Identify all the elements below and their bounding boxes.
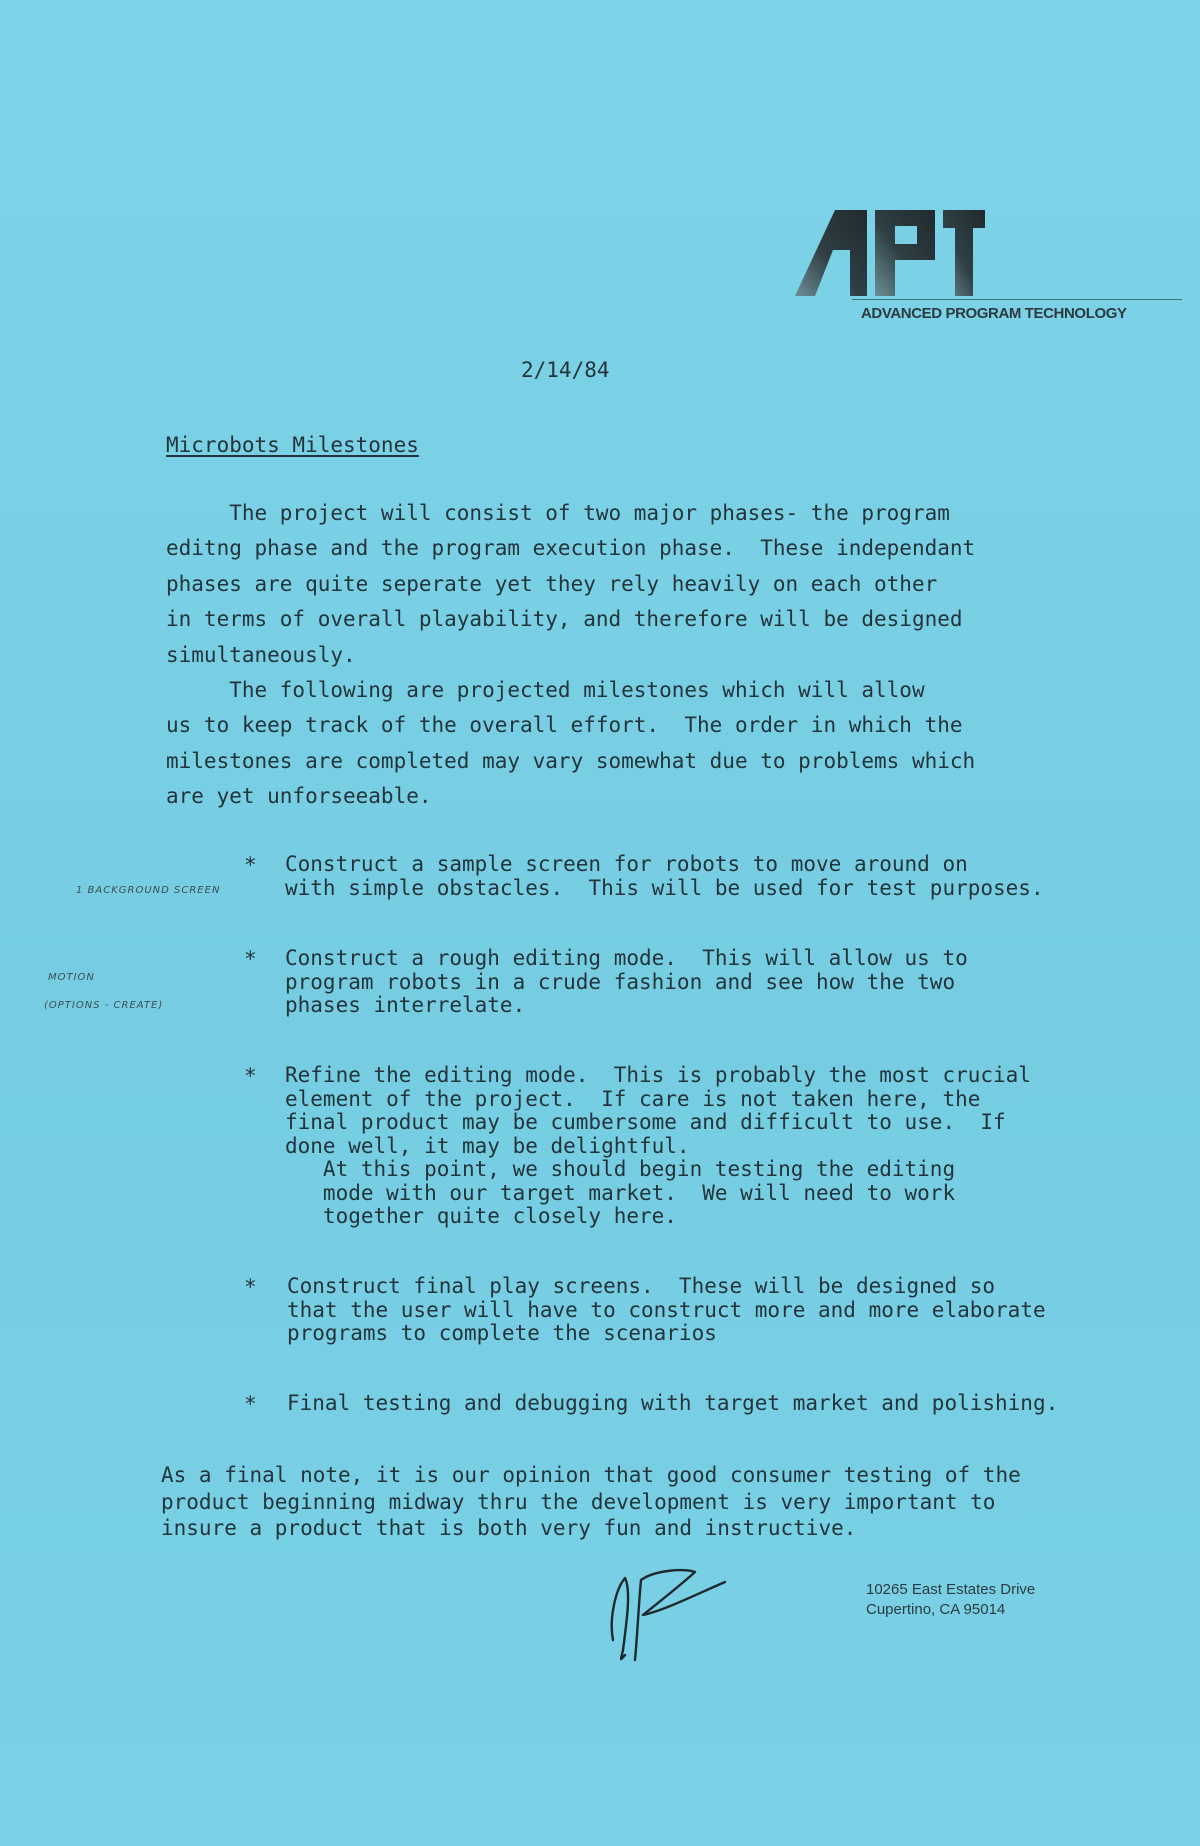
bullet-star: *: [244, 1275, 257, 1299]
handwritten-note: (OPTIONS - CREATE): [44, 1000, 164, 1011]
milestone-item: Final testing and debugging with target market and polishing.: [287, 1391, 1059, 1415]
milestone-item: Construct a sample screen for robots to move around on with simple obstacles. This will be used for test purposes.: [285, 852, 1044, 900]
letterhead-rule: [852, 299, 1182, 300]
bullet-star: *: [244, 1392, 257, 1416]
closing-paragraph: As a final note, it is our opinion that good consumer testing of the product beginning midway thru the development is very important to insure a product that is both very fun and instructive.: [161, 1463, 1021, 1540]
bullet-star: *: [244, 947, 257, 971]
bullet-star: *: [244, 1064, 257, 1088]
apt-logo: [795, 210, 985, 296]
company-address: [866, 1580, 1035, 1620]
handwritten-note: 1 BACKGROUND SCREEN: [76, 885, 221, 896]
company-name: ADVANCED PROGRAM TECHNOLOGY: [861, 305, 1127, 322]
letter-date: 2/14/84: [521, 358, 610, 382]
handwritten-signature: [605, 1560, 735, 1665]
letter-title: Microbots Milestones: [166, 433, 419, 457]
handwritten-note: MOTION: [48, 972, 95, 983]
address-line-2: Cupertino, CA 95014: [866, 1601, 1006, 1618]
milestone-item: Construct a rough editing mode. This will allow us to program robots in a crude fashion and see how the two phases interrelate.: [285, 946, 968, 1017]
milestone-item: Construct final play screens. These will be designed so that the user will have to construct more and more elaborate programs to complete the scenarios: [287, 1274, 1046, 1345]
intro-paragraph-2: The following are projected milestones which will allow us to keep track of the overall effort. The order in which the milestones are completed may vary somewhat due to problems which are yet unforseeable.: [166, 678, 976, 809]
milestone-item: Refine the editing mode. This is probably the most crucial element of the project. If care is not taken here, the final product may be cumbersome and difficult to use. If done well, it may be delightful. At this point, we should begin testing the editing mode with our target market. We will need to work together quite closely here.: [285, 1063, 1031, 1228]
bullet-star: *: [244, 853, 257, 877]
intro-paragraph-1: The project will consist of two major phases- the program editng phase and the program execution phase. These independant phases are quite seperate yet they rely heavily on each other in terms of overall playability, and therefore will be designed simultaneously.: [166, 501, 976, 667]
address-line-1: 10265 East Estates Drive: [866, 1581, 1036, 1598]
